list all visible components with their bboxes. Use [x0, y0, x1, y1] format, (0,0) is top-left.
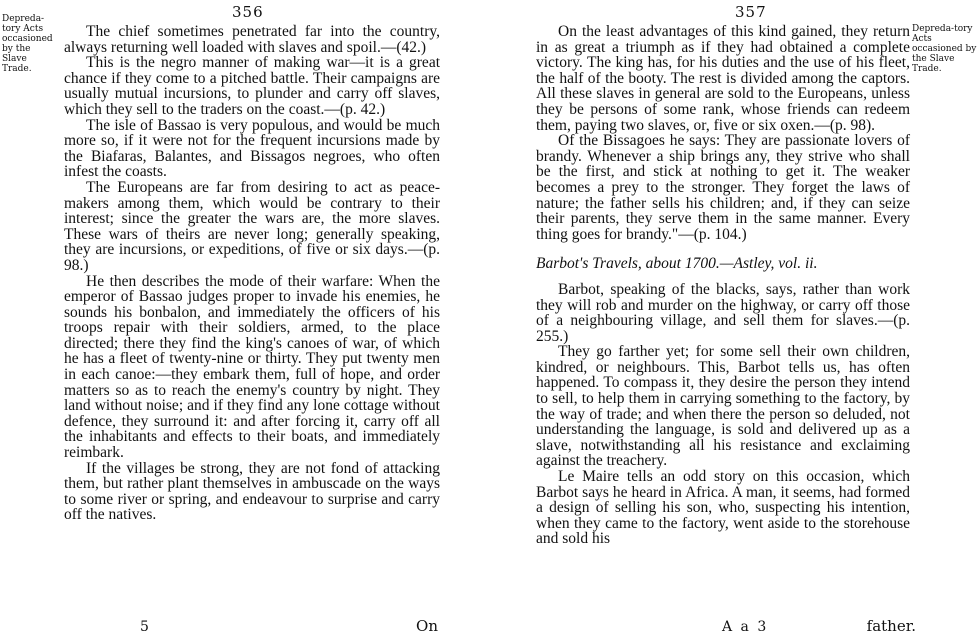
paragraph: This is the negro manner of making war—it is a great chance if they come to a pitched battle. Their campaigns are usually mutual incursions, to plunder and carry off slaves, which they sell to the traders on the coast.—(p. 42.) — [64, 54, 440, 118]
signature-mark: A a 3 — [722, 619, 769, 635]
right-page — [500, 0, 980, 641]
left-page — [0, 0, 480, 641]
signature-mark: 5 — [140, 619, 149, 635]
paragraph: The isle of Bassao is very populous, and would be much more so, if it were not for the frequent incursions made by the Biafaras, Balantes, and Bissagos negroes, who often infest the coasts. — [64, 116, 440, 181]
catchword: father. — [866, 617, 916, 635]
paragraph: Le Maire tells an odd story on this occasion, which Barbot says he heard in Africa. A man, it seems, had formed a design of selling his son, who, suspecting his intention, when they came to the factory, went aside to the storehouse and sold his — [536, 468, 910, 548]
paragraph: He then describes the mode of their warfare: When the emperor of Bassao judges proper to invade his enemies, he sounds his bonbalon, and immediately the officers of his troops repair with their soldiers, armed, to the place directed; there they find the king's canoes of war, of which he has a fleet of twenty-nine or thirty. They put twenty men in each canoe:—they embark them, full of hope, and order matters so as to reach the enemy's country by night. They land without noise; and if they find any lone cottage without defence, they surround it: and after forcing it, carry off all the inhabitants and effects to their boats, and immediately reimbark. — [64, 272, 440, 462]
page-body — [536, 24, 910, 547]
margin-note: Depreda-tory Acts occasioned by the Slave Trade. — [2, 14, 53, 74]
paragraph: They go farther yet; for some sell their own children, kindred, or neighbours. This, Barbot tells us, has often happened. To compass it, they desire the person they intend to sell, to help them in carrying something to the factory, by the way of trade; and when there the person so deluded, not understanding the language, is sold and delivered up as a slave, notwithstanding all his resistance and exclaiming against the treachery. — [536, 343, 910, 470]
paragraph: On the least advantages of this kind gained, they return in as great a triumph as if they had obtained a complete victory. The king has, for his duties and the use of his fleet, the half of the booty. The rest is divided among the captors. All these slaves in general are sold to the Europeans, unless they be persons of some rank, whose friends can redeem them, paying two slaves, or, five or six oxen.—(p. 98). — [536, 23, 910, 134]
paragraph: If the villages be strong, they are not fond of attacking them, but rather plant themselves in ambuscade on the ways to some river or spring, and endeavour to surprise and carry off the natives. — [64, 459, 440, 524]
paragraph: Barbot, speaking of the blacks, says, rather than work they will rob and murder on the highway, or carry off those of a neighbouring village, and sell them for slaves.—(p. 255.) — [536, 280, 910, 345]
paragraph: Of the Bissagoes he says: They are passionate lovers of brandy. Whenever a ship brings any, they strive who shall be the first, and stick at nothing to get it. The weaker becomes a prey to the stronger. They forget the laws of nature; the father sells his children; and, if they can seize their parents, they serve them in the same manner. Every thing goes for brandy."—(p. 104.) — [536, 132, 910, 243]
page-number: 357 — [735, 3, 767, 21]
catchword: On — [416, 617, 438, 635]
paragraph: The chief sometimes penetrated far into the country, always returning well loaded with slaves and spoil.—(42.) — [64, 23, 440, 56]
margin-note: Depreda-tory Acts occasioned by the Slave Trade. — [912, 24, 977, 74]
paragraph: The Europeans are far from desiring to act as peace-makers among them, which would be contrary to their interest; since the greater the wars are, the more slaves. These wars of theirs are never long; generally speaking, they are incursions, or expeditions, of five or six days.—(p. 98.) — [64, 178, 440, 274]
section-heading: Barbot's Travels, about 1700.—Astley, vol. ii. — [536, 255, 818, 273]
page-number: 356 — [232, 3, 264, 21]
page-body — [64, 24, 440, 523]
